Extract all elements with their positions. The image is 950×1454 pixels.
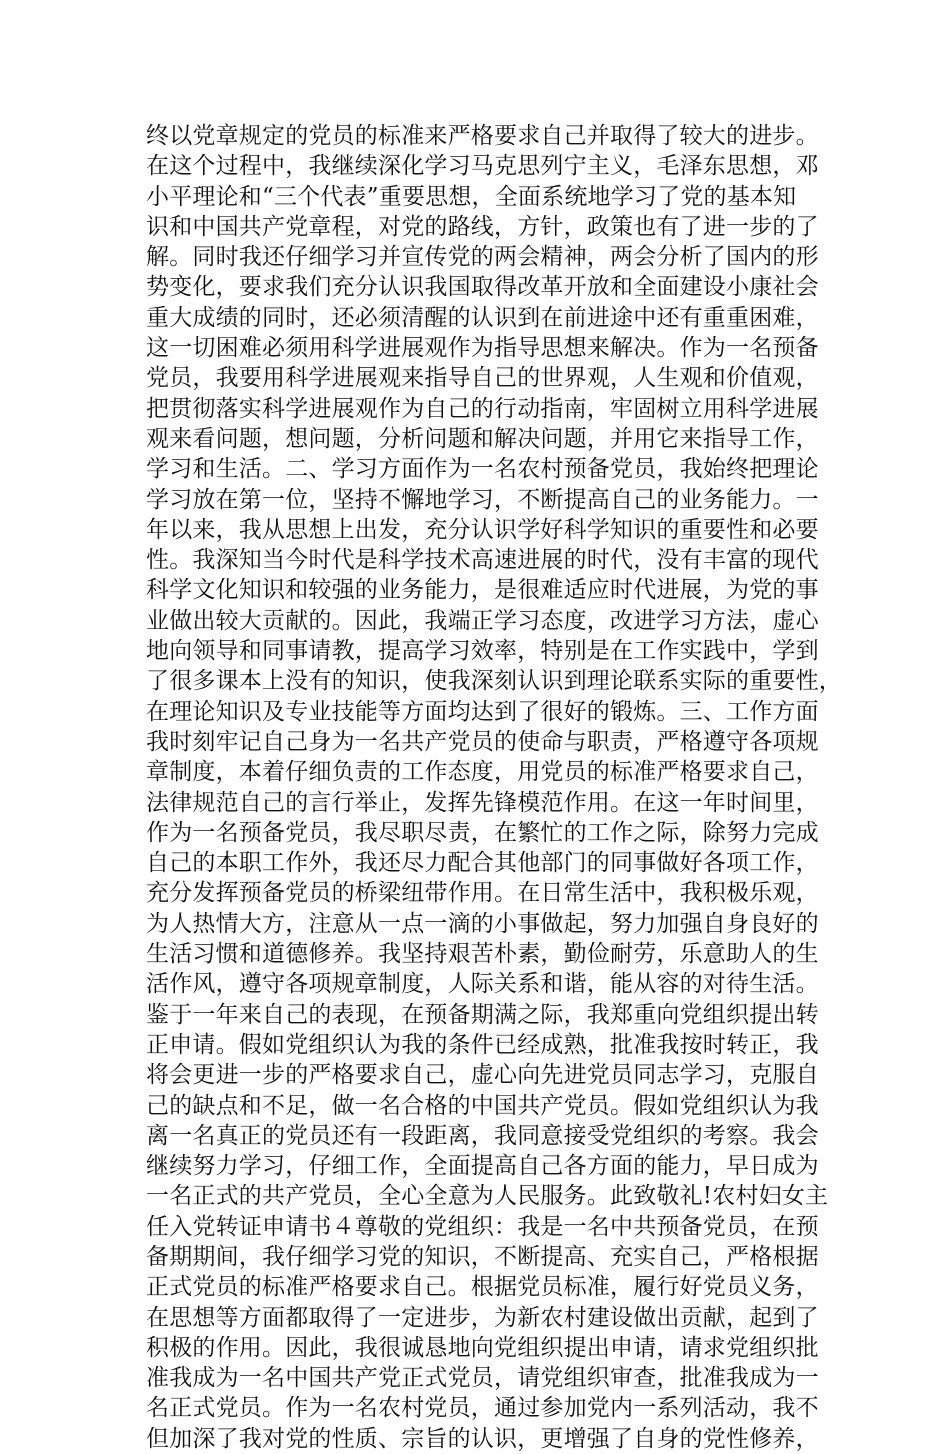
text-line: 在这个过程中，我继续深化学习马克思列宁主义，毛泽东思想，邓 [146,153,819,180]
text-line: 了很多课本上没有的知识，使我深刻认识到理论联系实际的重要性， [146,668,842,695]
text-line: 我时刻牢记自己身为一名共产党员的使命与职责，严格遵守各项规 [146,728,819,755]
text-line: 识和中国共产党章程，对党的路线，方针，政策也有了进一步的了 [146,213,819,240]
text-line: 将会更进一步的严格要求自己，虚心向先进党员同志学习，克服自 [146,1062,819,1089]
text-line: 年以来，我从思想上出发，充分认识学好科学知识的重要性和必要 [146,516,819,543]
text-line: 把贯彻落实科学进展观作为自己的行动指南，牢固树立用科学进展 [146,395,819,422]
text-line: 重大成绩的同时，还必须清醒的认识到在前进途中还有重重困难， [146,304,819,331]
text-line: 正申请。假如党组织认为我的条件已经成熟，批准我按时转正，我 [146,1031,819,1058]
text-line: 法律规范自己的言行举止，发挥先锋模范作用。在这一年时间里， [146,789,819,816]
text-line: 充分发挥预备党员的桥梁纽带作用。在日常生活中，我积极乐观， [146,880,819,907]
text-line: 生活习惯和道德修养。我坚持艰苦朴素，勤俭耐劳，乐意助人的生 [146,941,819,968]
text-line: 作为一名预备党员，我尽职尽责，在繁忙的工作之际，除努力完成 [146,819,819,846]
text-line: 鉴于一年来自己的表现，在预备期满之际，我郑重向党组织提出转 [146,1001,819,1028]
text-line: 但加深了我对党的性质、宗旨的认识，更增强了自身的党性修养， [146,1425,819,1452]
text-line: 名正式党员。作为一名农村党员，通过参加党内一系列活动，我不 [146,1395,819,1422]
text-line: 准我成为一名中国共产党正式党员，请党组织审查，批准我成为一 [146,1365,819,1392]
text-line: 观来看问题，想问题，分析问题和解决问题，并用它来指导工作， [146,425,819,452]
text-line: 性。我深知当今时代是科学技术高速进展的时代，没有丰富的现代 [146,547,819,574]
text-line: 为人热情大方，注意从一点一滴的小事做起，努力加强自身良好的 [146,910,819,937]
text-line: 积极的作用。因此，我很诚恳地向党组织提出申请，请求党组织批 [146,1334,819,1361]
text-line: 一名正式的共产党员，全心全意为人民服务。此致敬礼!农村妇女主 [146,1183,829,1210]
text-line: 任入党转证申请书４尊敬的党组织：我是一名中共预备党员，在预 [146,1213,819,1240]
text-line: 解。同时我还仔细学习并宣传党的两会精神，两会分析了国内的形 [146,244,819,271]
text-line: 己的缺点和不足，做一名合格的中国共产党员。假如党组织认为我 [146,1092,819,1119]
text-line: 活作风，遵守各项规章制度，人际关系和谐，能从容的对待生活。 [146,971,819,998]
text-line: 离一名真正的党员还有一段距离，我同意接受党组织的考察。我会 [146,1122,819,1149]
text-line: 业做出较大贡献的。因此，我端正学习态度，改进学习方法，虚心 [146,607,819,634]
text-line: 学习和生活。二、学习方面作为一名农村预备党员，我始终把理论 [146,456,819,483]
text-line: 终以党章规定的党员的标准来严格要求自己并取得了较大的进步。 [146,123,819,149]
text-line: 正式党员的标准严格要求自己。根据党员标准，履行好党员义务， [146,1274,819,1301]
text-line: 章制度，本着仔细负责的工作态度，用党员的标准严格要求自己， [146,759,819,786]
text-line: 科学文化知识和较强的业务能力，是很难适应时代进展，为党的事 [146,577,819,604]
text-line: 势变化，要求我们充分认识我国取得改革开放和全面建设小康社会 [146,274,819,301]
text-line: 党员，我要用科学进展观来指导自己的世界观，人生观和价值观， [146,365,819,392]
text-line: 学习放在第一位，坚持不懈地学习，不断提高自己的业务能力。一 [146,486,819,513]
text-line: 地向领导和同事请教，提高学习效率，特别是在工作实践中，学到 [146,638,819,665]
text-line: 在理论知识及专业技能等方面均达到了很好的锻炼。三、工作方面 [146,698,819,725]
text-line: 继续努力学习，仔细工作，全面提高自己各方面的能力，早日成为 [146,1153,819,1180]
text-line: 自己的本职工作外，我还尽力配合其他部门的同事做好各项工作， [146,850,819,877]
body-text [146,121,842,1454]
text-line: 备期期间，我仔细学习党的知识，不断提高、充实自己，严格根据 [146,1243,819,1270]
text-line: 在思想等方面都取得了一定进步，为新农村建设做出贡献，起到了 [146,1304,819,1331]
text-line: 小平理论和“三个代表”重要思想，全面系统地学习了党的基本知 [146,183,797,210]
text-line: 这一切困难必须用科学进展观作为指导思想来解决。作为一名预备 [146,335,819,362]
